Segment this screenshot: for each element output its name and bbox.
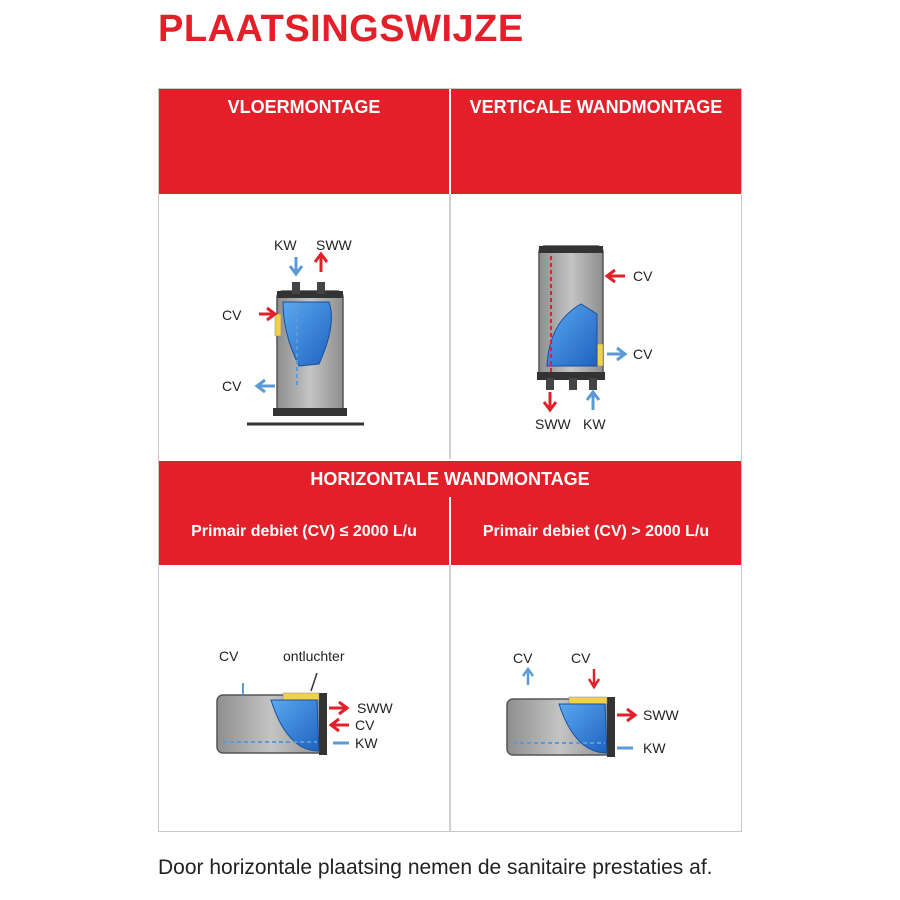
bottom-row-divider [449, 565, 451, 831]
floor-label-sww: SWW [316, 237, 352, 253]
cv-in-arrow [259, 308, 275, 320]
header-floor-mounting-label: VLOERMONTAGE [227, 97, 381, 117]
vertical-tank-figure [451, 194, 741, 459]
hleft-label-vent: ontluchter [283, 648, 345, 664]
cv-in-arrow [607, 270, 625, 282]
header-horizontal-wall-mounting-label: HORIZONTALE WANDMONTAGE [310, 469, 590, 489]
hleft-label-sww: SWW [357, 700, 393, 716]
kw-arrow [290, 257, 302, 274]
subheader-high-flow [451, 497, 741, 565]
hleft-label-cv-side: CV [355, 717, 375, 733]
mounting-options-table [158, 88, 742, 832]
page-title: PLAATSINGSWIJZE [158, 8, 524, 50]
vertical-label-sww: SWW [535, 416, 571, 432]
cv-b-arrow [589, 669, 599, 687]
sww-arrow [544, 392, 556, 410]
hright-label-cv-a: CV [513, 650, 533, 666]
floor-tank-figure [159, 194, 449, 459]
header-vertical-wall-mounting-label: VERTICALE WANDMONTAGE [469, 97, 723, 117]
sww-arrow [329, 702, 347, 714]
hleft-label-cv: CV [219, 648, 239, 664]
sww-arrow [315, 254, 327, 272]
subheader-high-flow-label: Primair debiet (CV) > 2000 L/u [482, 523, 710, 540]
horizontal-high-flow-diagram [451, 565, 741, 831]
cv-out-arrow [607, 348, 625, 360]
header-floor-mounting [159, 89, 449, 194]
horizontal-low-flow-diagram [159, 565, 449, 831]
hleft-label-kw: KW [355, 735, 378, 751]
kw-arrow [587, 392, 599, 410]
hright-label-kw: KW [643, 740, 666, 756]
floor-mounting-diagram [159, 194, 449, 459]
horizontal-tank-left-figure [159, 565, 449, 831]
top-row-divider [449, 194, 451, 459]
footer-note: Door horizontale plaatsing nemen de sanitaire prestaties af. [158, 856, 713, 879]
cv-a-arrow [523, 669, 533, 685]
vertical-wall-diagram [451, 194, 741, 459]
vertical-label-cv-top: CV [633, 268, 653, 284]
hright-label-cv-b: CV [571, 650, 591, 666]
floor-label-cv-top: CV [222, 307, 242, 323]
hright-label-sww: SWW [643, 707, 679, 723]
subheader-low-flow [159, 497, 449, 565]
floor-label-cv-bottom: CV [222, 378, 242, 394]
vertical-label-kw: KW [583, 416, 606, 432]
header-horizontal-wall-mounting [159, 461, 741, 497]
vertical-label-cv-bottom: CV [633, 346, 653, 362]
horizontal-tank-right-figure [451, 565, 741, 831]
sww-arrow [617, 709, 635, 721]
header-vertical-wall-mounting [451, 89, 741, 194]
floor-label-kw: KW [274, 237, 297, 253]
cv-out-arrow [257, 380, 275, 392]
subheader-low-flow-label: Primair debiet (CV) ≤ 2000 L/u [191, 523, 417, 540]
vent-leader [311, 673, 317, 691]
cv-side-arrow [331, 719, 349, 731]
